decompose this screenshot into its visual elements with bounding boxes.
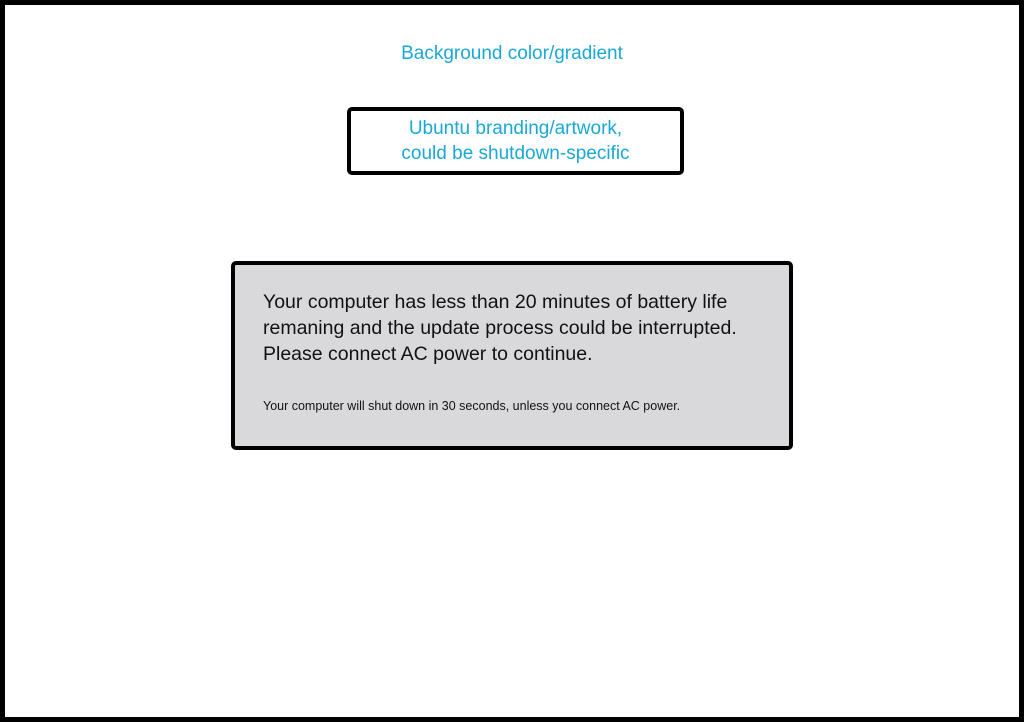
branding-line-1: Ubuntu branding/artwork, — [408, 118, 623, 139]
background-annotation: Background color/gradient — [401, 43, 623, 64]
battery-warning-message — [263, 289, 783, 367]
branding-line-2: could be shutdown-specific — [401, 143, 630, 164]
message-line-2: remaning and the update process could be interrupted. — [263, 317, 737, 339]
battery-warning-dialog — [231, 261, 793, 450]
shutdown-countdown-notice: Your computer will shut down in 30 seconds, unless you connect AC power. — [263, 399, 681, 413]
message-line-3: Please connect AC power to continue. — [263, 343, 593, 365]
branding-placeholder — [347, 107, 684, 175]
message-line-1: Your computer has less than 20 minutes of battery life — [263, 291, 728, 313]
